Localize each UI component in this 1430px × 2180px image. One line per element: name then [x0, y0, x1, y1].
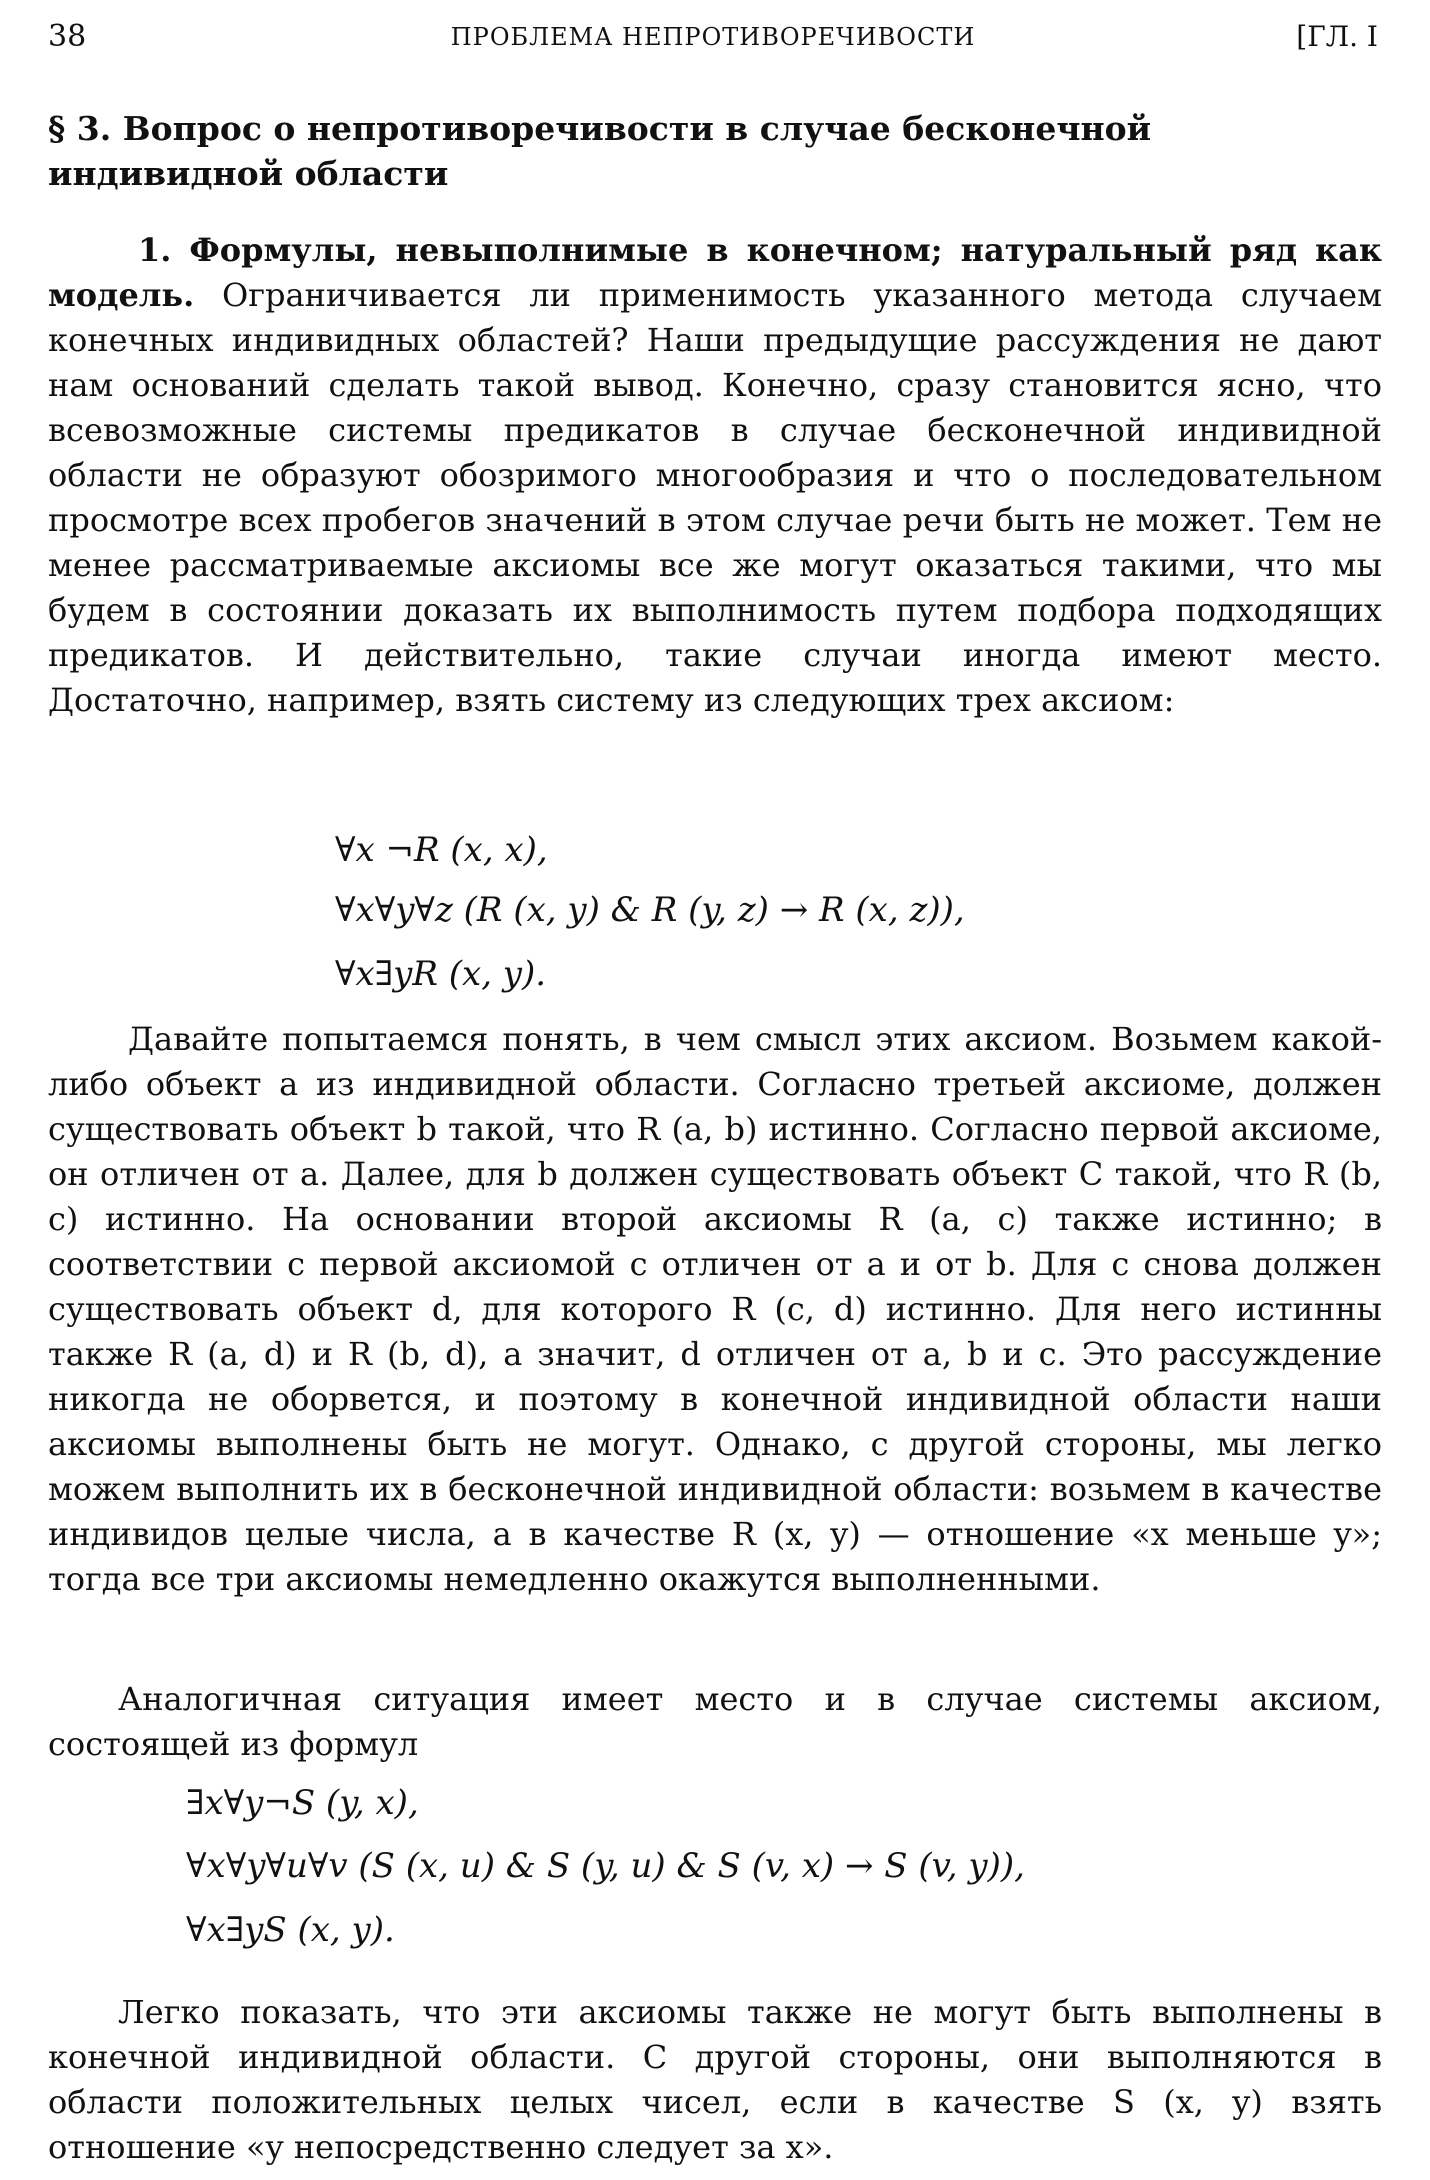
axiom-1-2: ∀x∀y∀z (R (x, y) & R (y, z) → R (x, z)),	[335, 890, 965, 930]
axiom-1-3: ∀x∃yR (x, y).	[335, 954, 547, 994]
axiom-2-2: ∀x∀y∀u∀v (S (x, u) & S (y, u) & S (v, x) → S (v, y)),	[186, 1846, 1025, 1886]
paragraph-3: Аналогичная ситуация имеет место и в случае системы аксиом, состоящей из формул	[48, 1680, 1382, 1763]
page-number: 38	[48, 19, 87, 54]
subsection-heading: 1. Формулы, невыполнимые в конечном; натуральный ряд как модель.	[48, 231, 1382, 314]
axiom-2-1: ∃x∀y¬S (y, x),	[186, 1783, 419, 1823]
running-title: ПРОБЛЕМА НЕПРОТИВОРЕЧИВОСТИ	[450, 23, 976, 51]
section-heading: § 3. Вопрос о непротиворечивости в случае бесконечной индивидной области	[48, 109, 1152, 193]
paragraph-1	[48, 228, 1382, 723]
axiom-1-1: ∀x ¬R (x, x),	[335, 830, 548, 870]
chapter-reference: [ГЛ. I	[1296, 20, 1378, 53]
axiom-2-3: ∀x∃yS (x, y).	[186, 1910, 395, 1950]
running-head	[48, 14, 1378, 60]
paragraph-2: Давайте попытаемся понять, в чем смысл этих аксиом. Возьмем какой-либо объект a из индивидной области. Согласно третьей аксиоме, должен существовать объект b такой, что R (a, b) истинно. Согласно первой аксиоме, он отличен от a. Далее, для b должен существовать объект C такой, что R (b, c) истинно. На основании второй аксиомы R (a, c) также истинно; в соответствии с первой аксиомой c отличен от a и от b. Для c снова должен существовать объект d, для которого R (c, d) истинно. Для него истинны также R (a, d) и R (b, d), а значит, d отличен от a, b и c. Это рассуждение никогда не оборвется, и поэтому в конечной индивидной области наши аксиомы выполнены быть не могут. Однако, с другой стороны, мы легко можем выполнить их в бесконечной индивидной области: возьмем в качестве индивидов целые числа, а в качестве R (x, y) — отношение «x меньше y»; тогда все три аксиомы немедленно окажутся выполненными.	[48, 1020, 1383, 1598]
paragraph-1-text: Ограничивается ли применимость указанного метода случаем конечных индивидных областей? Наши предыдущие рассуждения не дают нам оснований сделать такой вывод. Конечно, сразу становится ясно, что всевозможные системы предикатов в случае бесконечной индивидной области не образуют обозримого многообразия и что о последовательном просмотре всех пробегов значений в этом случае речи быть не может. Тем не менее рассматриваемые аксиомы все же могут оказаться такими, что мы будем в состоянии доказать их выполнимость путем подбора подходящих предикатов. И действительно, такие случаи иногда имеют место. Достаточно, например, взять систему из следующих трех аксиом:	[48, 276, 1383, 719]
paragraph-4: Легко показать, что эти аксиомы также не могут быть выполнены в конечной индивидной области. С другой стороны, они выполняются в области положительных целых чисел, если в качестве S (x, y) взять отношение «y непосредственно следует за x».	[48, 1993, 1382, 2166]
